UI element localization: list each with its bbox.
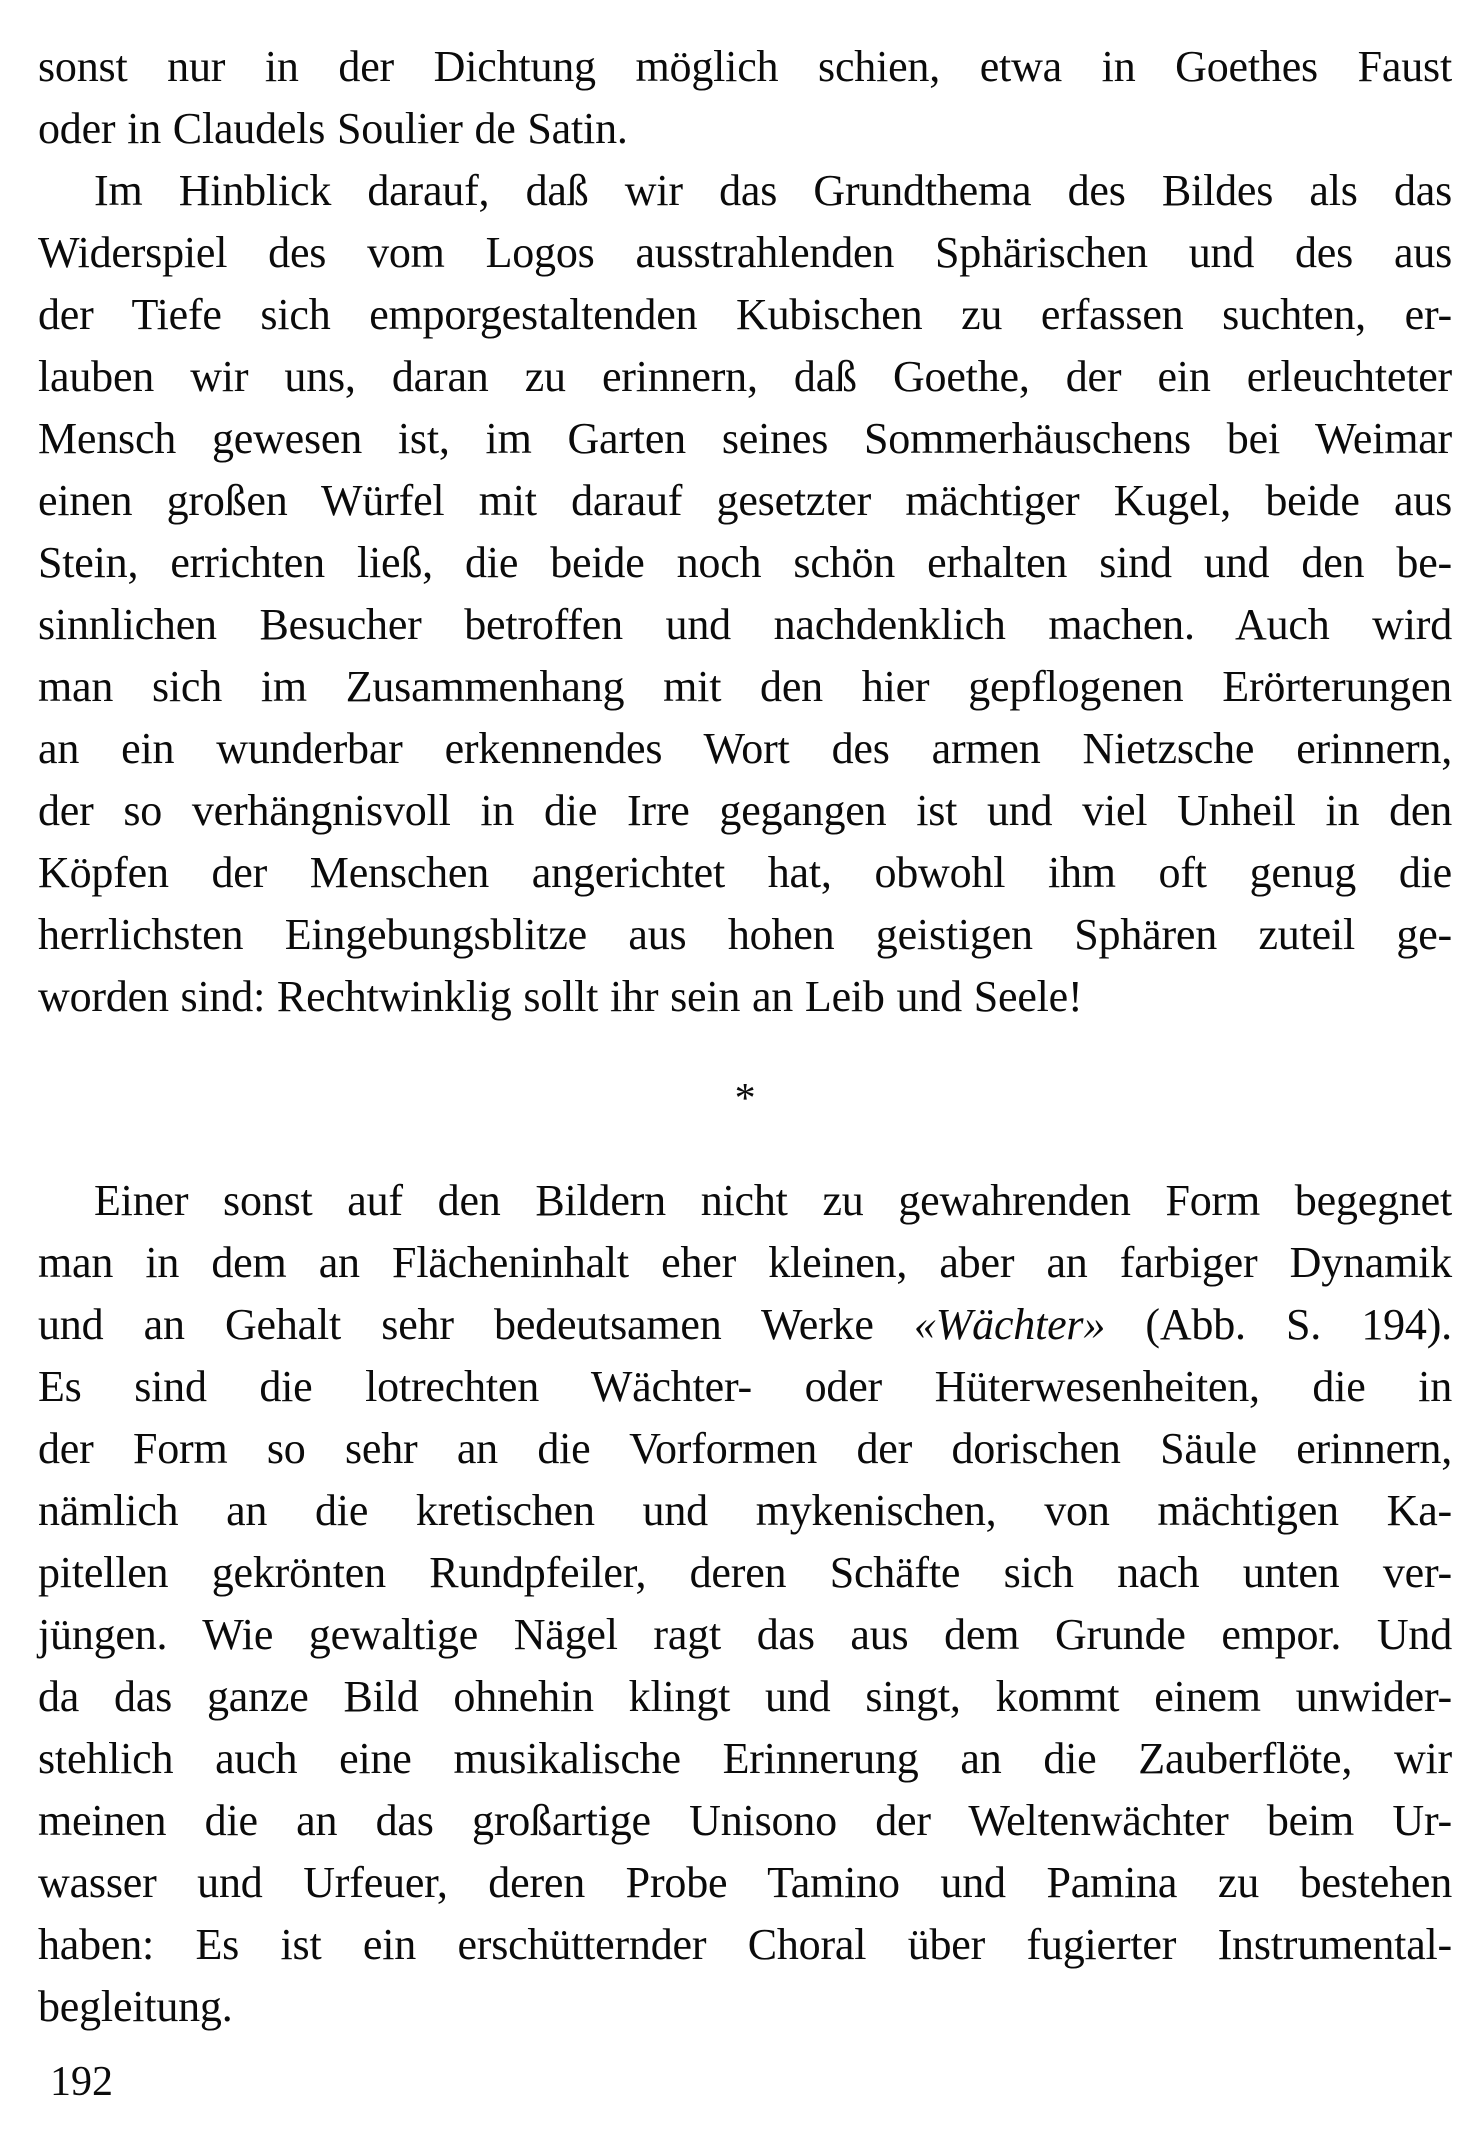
text-line: an ein wunderbar erkennendes Wort des armen Nietzsche erinnern, xyxy=(38,724,1452,773)
text-line: Widerspiel des vom Logos ausstrahlenden Sphärischen und des aus xyxy=(38,228,1452,277)
text-line: da das ganze Bild ohnehin klingt und singt, kommt einem unwider- xyxy=(38,1672,1452,1721)
text-block xyxy=(38,36,1452,2038)
page-number: 192 xyxy=(50,2059,113,2105)
text-line: Einer sonst auf den Bildern nicht zu gewahrenden Form begegnet xyxy=(94,1176,1452,1225)
text-line: sonst nur in der Dichtung möglich schien, etwa in Goethes Faust xyxy=(38,42,1452,91)
text-line: Im Hinblick darauf, daß wir das Grundthema des Bildes als das xyxy=(94,166,1452,215)
text-segment: (Abb. S. 194). xyxy=(1105,1300,1452,1349)
text-line: oder in Claudels Soulier de Satin. xyxy=(38,104,628,153)
text-line: der so verhängnisvoll in die Irre gegangen ist und viel Unheil in den xyxy=(38,786,1452,835)
text-line: stehlich auch eine musikalische Erinnerung an die Zauberflöte, wir xyxy=(38,1734,1452,1783)
text-line: jüngen. Wie gewaltige Nägel ragt das aus dem Grunde empor. Und xyxy=(38,1610,1452,1659)
text-line: Es sind die lotrechten Wächter- oder Hüterwesenheiten, die in xyxy=(38,1362,1452,1411)
text-segment: und an Gehalt sehr bedeutsamen Werke xyxy=(38,1300,914,1349)
text-line: haben: Es ist ein erschütternder Choral über fugierter Instrumental- xyxy=(38,1920,1452,1969)
text-line: man in dem an Flächeninhalt eher kleinen, aber an farbiger Dynamik xyxy=(38,1238,1452,1287)
section-separator: * xyxy=(734,1076,756,1122)
text-line: der Tiefe sich emporgestaltenden Kubischen zu erfassen suchten, er- xyxy=(38,290,1452,339)
text-line: herrlichsten Eingebungsblitze aus hohen geistigen Sphären zuteil ge- xyxy=(38,910,1452,959)
work-title-italic: «Wächter» xyxy=(913,1300,1106,1349)
text-line: der Form so sehr an die Vorformen der dorischen Säule erinnern, xyxy=(38,1424,1452,1473)
text-line: begleitung. xyxy=(38,1982,233,2031)
text-line: Köpfen der Menschen angerichtet hat, obwohl ihm oft genug die xyxy=(38,848,1452,897)
text-line: worden sind: Rechtwinklig sollt ihr sein an Leib und Seele! xyxy=(38,972,1083,1021)
text-line: nämlich an die kretischen und mykenischen, von mächtigen Ka- xyxy=(38,1486,1452,1535)
text-line: pitellen gekrönten Rundpfeiler, deren Schäfte sich nach unten ver- xyxy=(38,1548,1452,1597)
text-line: Stein, errichten ließ, die beide noch schön erhalten sind und den be- xyxy=(38,538,1452,587)
text-line: lauben wir uns, daran zu erinnern, daß Goethe, der ein erleuchteter xyxy=(38,352,1452,401)
text-line: Mensch gewesen ist, im Garten seines Sommerhäuschens bei Weimar xyxy=(38,414,1452,463)
text-line xyxy=(38,1294,1452,1356)
text-line: man sich im Zusammenhang mit den hier gepflogenen Erörterungen xyxy=(38,662,1452,711)
text-line: sinnlichen Besucher betroffen und nachdenklich machen. Auch wird xyxy=(38,600,1452,649)
text-line: meinen die an das großartige Unisono der Weltenwächter beim Ur- xyxy=(38,1796,1452,1845)
text-line: einen großen Würfel mit darauf gesetzter mächtiger Kugel, beide aus xyxy=(38,476,1452,525)
text-line: wasser und Urfeuer, deren Probe Tamino und Pamina zu bestehen xyxy=(38,1858,1452,1907)
